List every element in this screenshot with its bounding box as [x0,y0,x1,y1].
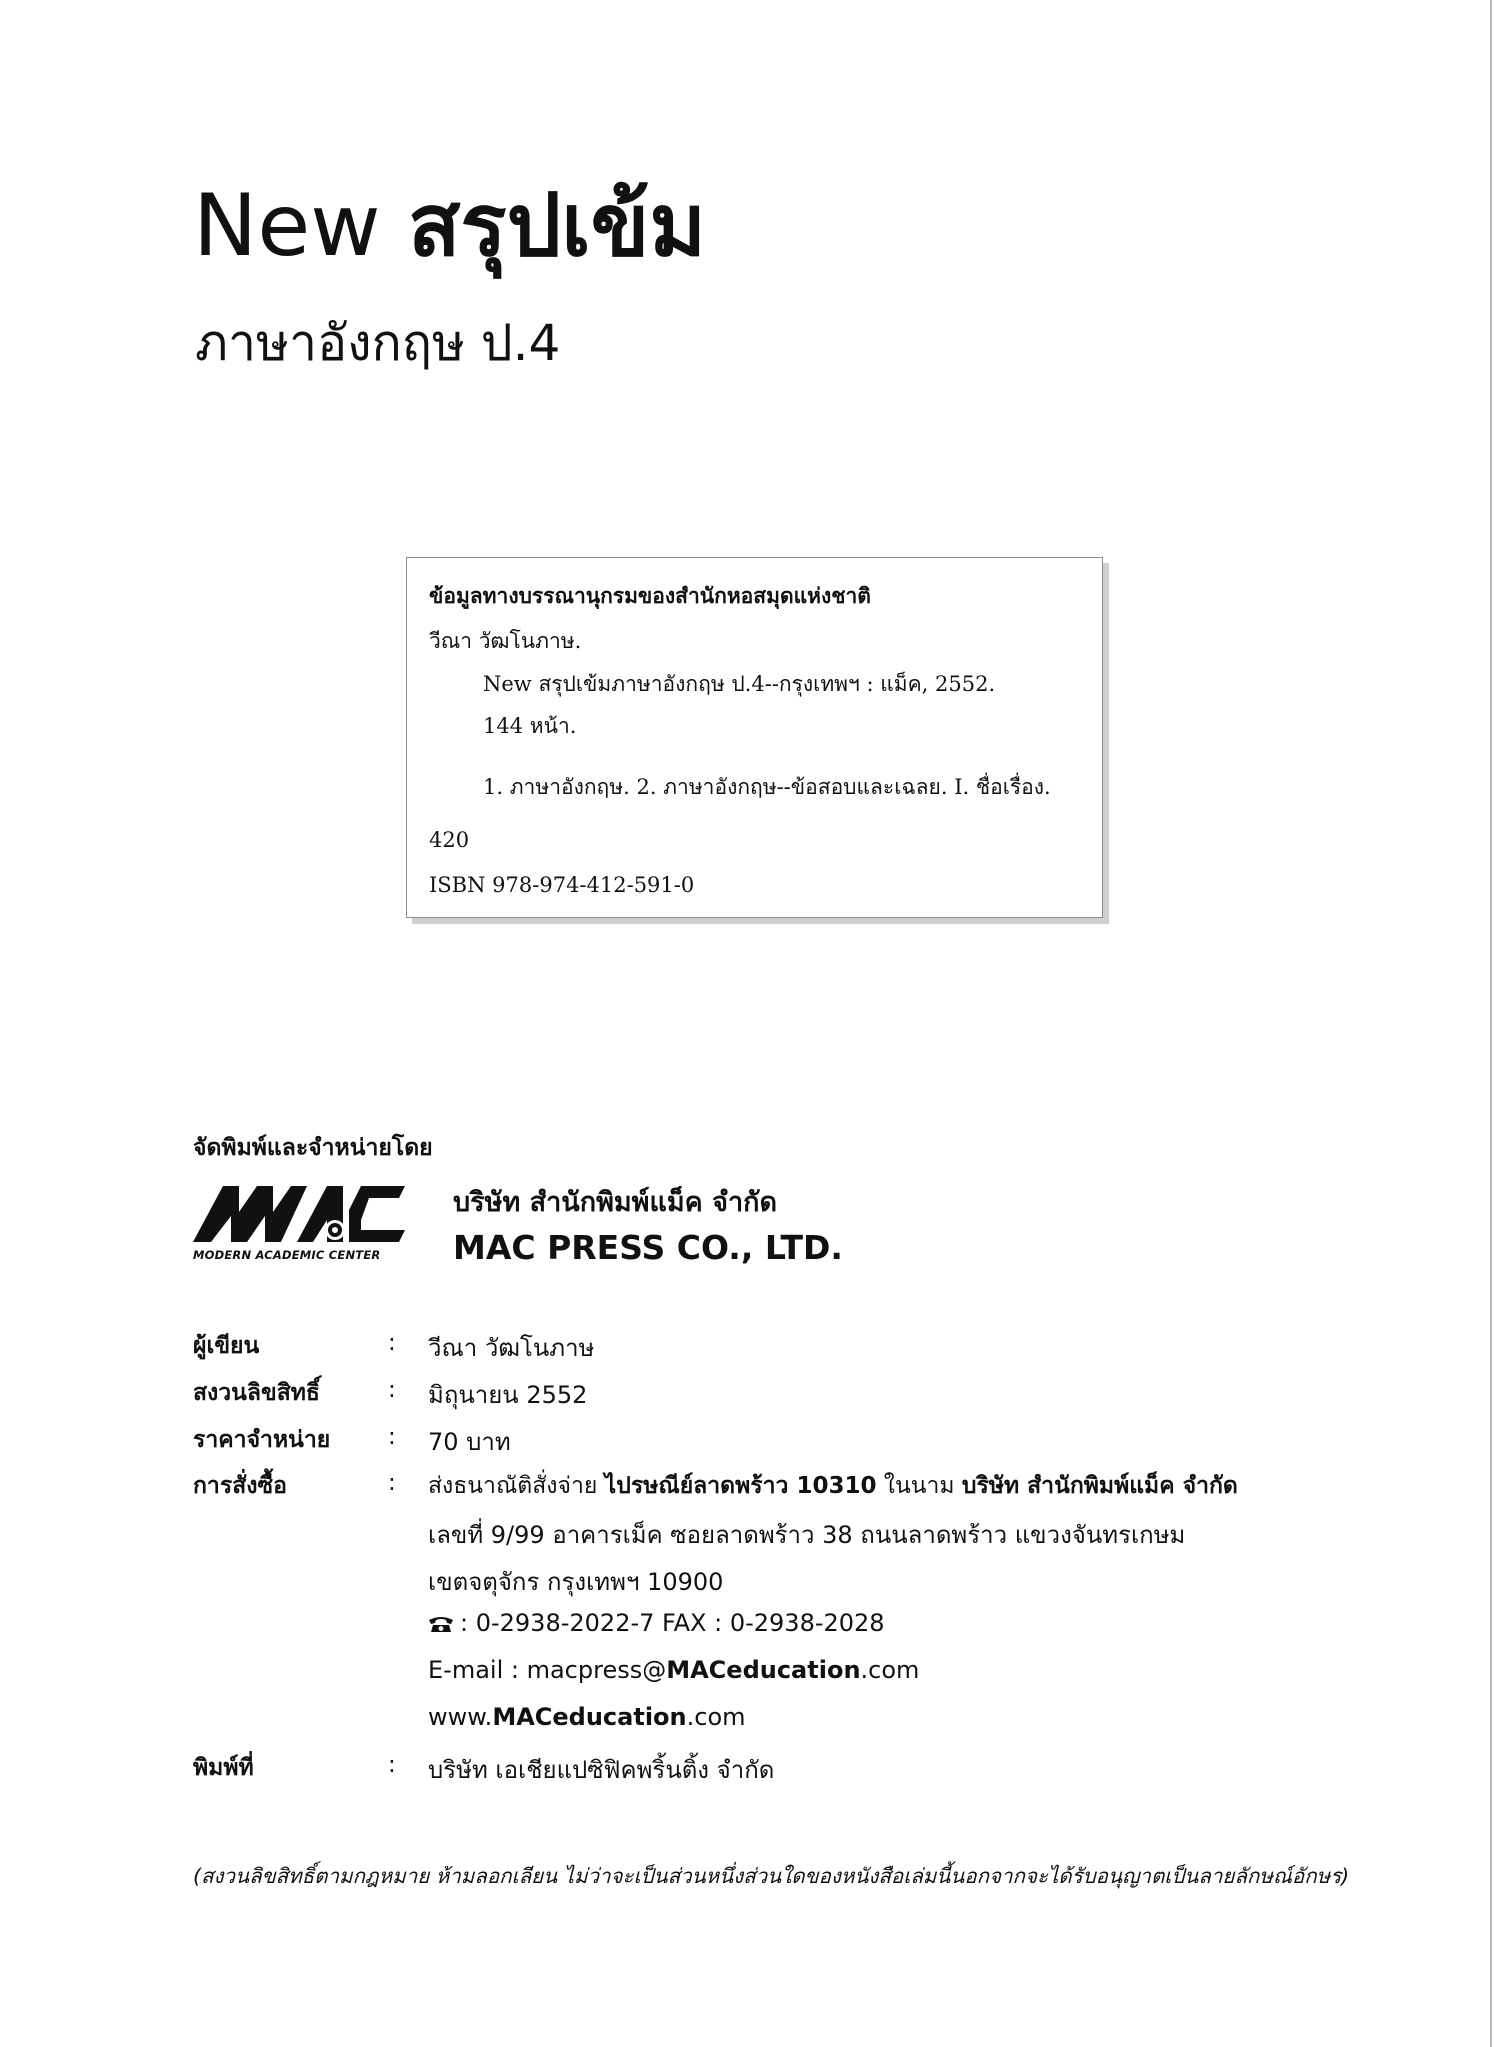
printer-value: บริษัท เอเชียแปซิฟิคพริ้นติ้ง จำกัด [428,1756,775,1784]
page-edge-line [1490,0,1492,2047]
web-domain-bold: MACeducation [492,1703,687,1731]
cip-author: วีณา วัฒโนภาษ. [429,629,582,653]
distributor-label: จัดพิมพ์และจำหน่ายโดย [193,1135,433,1161]
contact-phone [428,1609,885,1637]
contact-email[interactable] [428,1656,919,1684]
order-text-a: ส่งธนาณัติสั่งจ่าย [428,1473,605,1499]
cip-subjects: 1. ภาษาอังกฤษ. 2. ภาษาอังกฤษ--ข้อสอบและเฉลย. I. ชื่อเรื่อง. [483,775,1051,799]
contact-website[interactable] [428,1703,746,1731]
printer-colon: : [388,1752,396,1778]
email-suffix: .com [860,1656,920,1684]
logo-caption: MODERN ACADEMIC CENTER [193,1248,381,1262]
cip-classification: 420 [429,828,470,852]
web-suffix: .com [686,1703,746,1731]
price-colon: : [388,1424,396,1450]
copyright-value: มิถุนายน 2552 [428,1381,588,1409]
order-payee: บริษัท สำนักพิมพ์แม็ค จำกัด [961,1473,1238,1499]
cip-heading: ข้อมูลทางบรรณานุกรมของสำนักหอสมุดแห่งชาติ [429,583,871,608]
phone-icon [428,1615,454,1633]
book-title [193,176,707,276]
mac-logo [193,1180,408,1262]
book-subtitle: ภาษาอังกฤษ ป.4 [195,314,561,372]
email-prefix: E-mail : macpress@ [428,1656,667,1684]
copyright-label: สงวนลิขสิทธิ์ [193,1380,320,1406]
cip-isbn: ISBN 978-974-412-591-0 [429,873,695,897]
publisher-name-thai: บริษัท สำนักพิมพ์แม็ค จำกัด [453,1187,777,1218]
email-domain-bold: MACeducation [666,1656,861,1684]
copyright-colon: : [388,1377,396,1403]
phone-number: : 0-2938-2022-7 FAX : 0-2938-2028 [460,1609,885,1637]
book-title-prefix: New [193,176,381,276]
publisher-name-english: MAC PRESS CO., LTD. [453,1228,843,1267]
book-title-thai: สรุปเข้ม [407,176,707,276]
cip-pages: 144 หน้า. [483,714,577,738]
author-label: ผู้เขียน [193,1333,260,1359]
order-text-c: ในนาม [876,1473,962,1499]
order-address-line-1: เลขที่ 9/99 อาคารเม็ค ซอยลาดพร้าว 38 ถนนลาดพร้าว แขวงจันทรเกษม [428,1521,1186,1549]
cip-title: New สรุปเข้มภาษาอังกฤษ ป.4--กรุงเทพฯ : แม็ค, 2552. [483,672,996,696]
mac-logo-mark [193,1180,408,1246]
printer-label: พิมพ์ที่ [193,1755,254,1781]
author-colon: : [388,1330,396,1356]
order-colon: : [388,1470,396,1496]
order-line-1 [428,1468,1238,1504]
order-post-office: ไปรษณีย์ลาดพร้าว 10310 [604,1473,877,1499]
order-label: การสั่งซื้อ [193,1473,287,1499]
copyright-notice: (สงวนลิขสิทธิ์ตามกฎหมาย ห้ามลอกเลียน ไม่ว่าจะเป็นส่วนหนึ่งส่วนใดของหนังสือเล่มนี้นอกจากจะได้รับอนุญาตเป็นลายลักษณ์อักษร) [193,1864,1350,1888]
author-value: วีณา วัฒโนภาษ [428,1334,595,1362]
price-label: ราคาจำหน่าย [193,1427,331,1453]
web-prefix: www. [428,1703,493,1731]
price-value: 70 บาท [428,1428,511,1456]
cip-box [406,557,1103,918]
order-address-line-2: เขตจตุจักร กรุงเทพฯ 10900 [428,1568,724,1596]
